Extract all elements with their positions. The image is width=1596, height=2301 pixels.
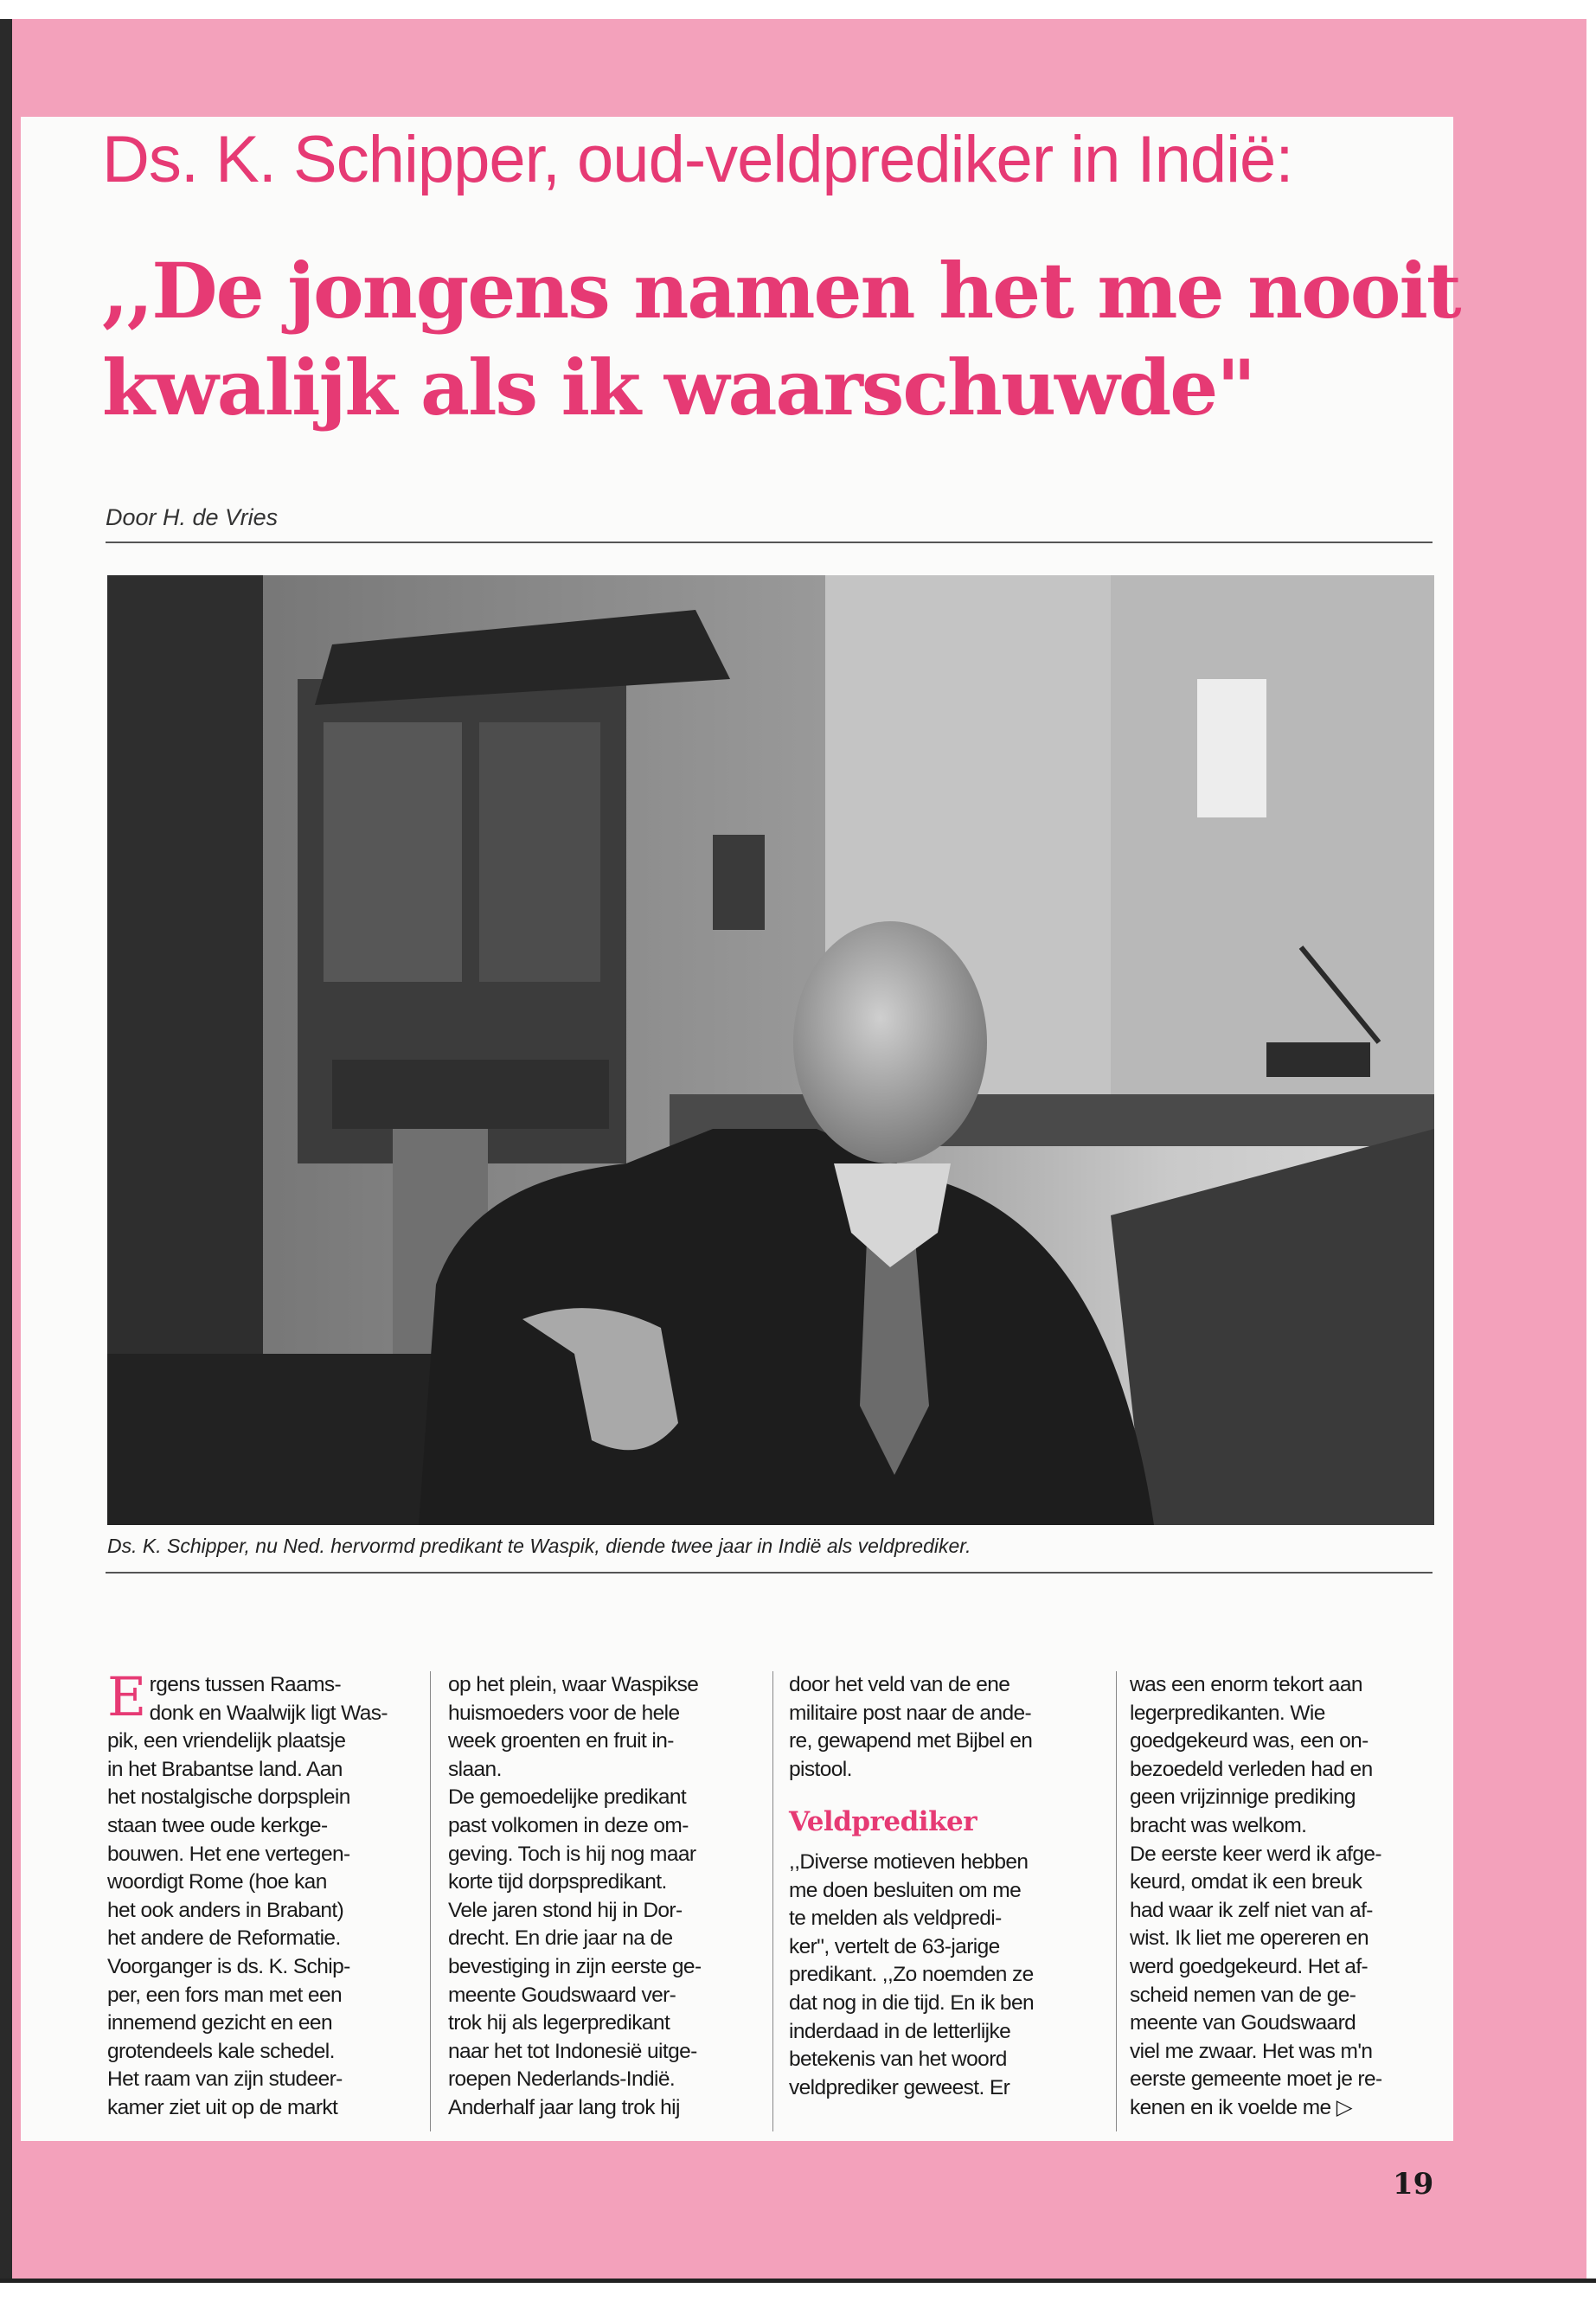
article-byline: Door H. de Vries: [106, 504, 279, 530]
column-line: meente Goudswaard ver-: [448, 1983, 676, 2007]
column-line: keurd, omdat ik een breuk: [1130, 1870, 1362, 1894]
caption-rule: [106, 1572, 1433, 1574]
body-column-3: [789, 1671, 1100, 2102]
column-divider: [430, 1671, 431, 2131]
column-divider: [1116, 1671, 1117, 2131]
continued-arrow-icon: ▷: [1336, 2095, 1353, 2119]
column-line: donk en Waalwijk ligt Was-: [149, 1701, 388, 1725]
column-line: bezoedeld verleden had en: [1130, 1757, 1373, 1781]
column-line: rgens tussen Raams-: [149, 1673, 342, 1696]
portrait-photo: [107, 575, 1434, 1525]
byline-rule: [106, 542, 1433, 543]
column-line: bracht was welkom.: [1130, 1813, 1307, 1837]
photo-caption: Ds. K. Schipper, nu Ned. hervormd predikant te Waspik, diende twee jaar in Indië als veldprediker.: [107, 1535, 971, 1557]
column-line: legerpredikanten. Wie: [1130, 1701, 1325, 1725]
column-line: goedgekeurd was, een on-: [1130, 1729, 1368, 1753]
column-line: ker", vertelt de 63-jarige: [789, 1934, 1000, 1958]
column-line: het nostalgische dorpsplein: [107, 1785, 350, 1810]
page-number: 19: [1393, 2167, 1434, 2202]
column-line: predikant. ,,Zo noemden ze: [789, 1963, 1034, 1987]
column-line: in het Brabantse land. Aan: [107, 1757, 343, 1781]
column-line: [1130, 2094, 1441, 2123]
column-line: scheid nemen van de ge-: [1130, 1983, 1356, 2007]
column-line: per, een fors man met een: [107, 1983, 342, 2007]
drop-cap: E: [107, 1665, 146, 1728]
column-line: meente van Goudswaard: [1130, 2011, 1356, 2035]
column-line: drecht. En drie jaar na de: [448, 1926, 673, 1951]
column-line: grotendeels kale schedel.: [107, 2039, 335, 2063]
headline-line-2: kwalijk als ik waarschuwde": [102, 343, 1255, 433]
column-line: pik, een vriendelijk plaatsje: [107, 1729, 346, 1753]
column-line: staan twee oude kerkge-: [107, 1813, 328, 1837]
page-top-margin: [0, 0, 1596, 19]
body-column-4: [1130, 1671, 1441, 2123]
last-line-text: kenen en ik voelde me: [1130, 2095, 1331, 2119]
scan-bottom-edge: [0, 2279, 1596, 2283]
column-line: woordigt Rome (hoe kan: [107, 1870, 327, 1894]
column-line: betekenis van het woord: [789, 2048, 1007, 2072]
column-line: veldprediker geweest. Er: [789, 2075, 1010, 2099]
column-line: viel me zwaar. Het was m'n: [1130, 2039, 1373, 2063]
column-line: re, gewapend met Bijbel en: [789, 1729, 1033, 1753]
column-line: geving. Toch is hij nog maar: [448, 1842, 696, 1866]
column-line: Het raam van zijn studeer-: [107, 2067, 343, 2092]
column-line: geen vrijzinnige prediking: [1130, 1785, 1356, 1810]
column-line: pistool.: [789, 1757, 852, 1781]
column-line: trok hij als legerpredikant: [448, 2011, 670, 2035]
column-line: kamer ziet uit op de markt: [107, 2095, 338, 2119]
column-line: korte tijd dorpspredikant.: [448, 1870, 667, 1894]
column-line: Anderhalf jaar lang trok hij: [448, 2095, 680, 2119]
column-line: dat nog in die tijd. En ik ben: [789, 1990, 1035, 2015]
column-line: ,,Diverse motieven hebben: [789, 1849, 1029, 1874]
column-line: militaire post naar de ande-: [789, 1701, 1032, 1725]
column-line: bouwen. Het ene vertegen-: [107, 1842, 350, 1866]
column-line: Voorganger is ds. K. Schip-: [107, 1954, 350, 1978]
section-subhead: Veldprediker: [789, 1806, 977, 1838]
column-line: eerste gemeente moet je re-: [1130, 2067, 1382, 2092]
column-line: past volkomen in deze om-: [448, 1813, 689, 1837]
article-headline: [102, 242, 1460, 436]
column-line: inderdaad in de letterlijke: [789, 2019, 1011, 2043]
column-line: het ook anders in Brabant): [107, 1898, 344, 1922]
body-column-1: [107, 1665, 419, 2123]
column-line: De eerste keer werd ik afge-: [1130, 1842, 1381, 1866]
column-line: werd goedgekeurd. Het af-: [1130, 1954, 1368, 1978]
headline-line-1: ,,De jongens namen het me nooit: [102, 246, 1460, 336]
scan-spine-edge: [0, 19, 12, 2279]
article-kicker: Ds. K. Schipper, oud-veldprediker in Indië:: [102, 123, 1293, 196]
column-line: wist. Ik liet me opereren en: [1130, 1926, 1368, 1951]
column-line: innemend gezicht en een: [107, 2011, 332, 2035]
column-line: me doen besluiten om me: [789, 1878, 1022, 1902]
column-divider: [772, 1671, 773, 2131]
column-line: te melden als veldpredi-: [789, 1907, 1002, 1931]
column-line: bevestiging in zijn eerste ge-: [448, 1954, 702, 1978]
column-line: naar het tot Indonesië uitge-: [448, 2039, 697, 2063]
column-line: had waar ik zelf niet van af-: [1130, 1898, 1373, 1922]
column-line: huismoeders voor de hele: [448, 1701, 680, 1725]
column-line: slaan.: [448, 1757, 502, 1781]
column-line: was een enorm tekort aan: [1130, 1673, 1362, 1696]
column-line: op het plein, waar Waspikse: [448, 1673, 699, 1696]
body-column-2: [448, 1671, 760, 2123]
column-line: door het veld van de ene: [789, 1673, 1010, 1696]
column-line: Vele jaren stond hij in Dor-: [448, 1898, 683, 1922]
column-line: week groenten en fruit in-: [448, 1729, 674, 1753]
column-line: het andere de Reformatie.: [107, 1926, 341, 1951]
column-line: De gemoedelijke predikant: [448, 1785, 687, 1810]
column-line: roepen Nederlands-Indië.: [448, 2067, 676, 2092]
